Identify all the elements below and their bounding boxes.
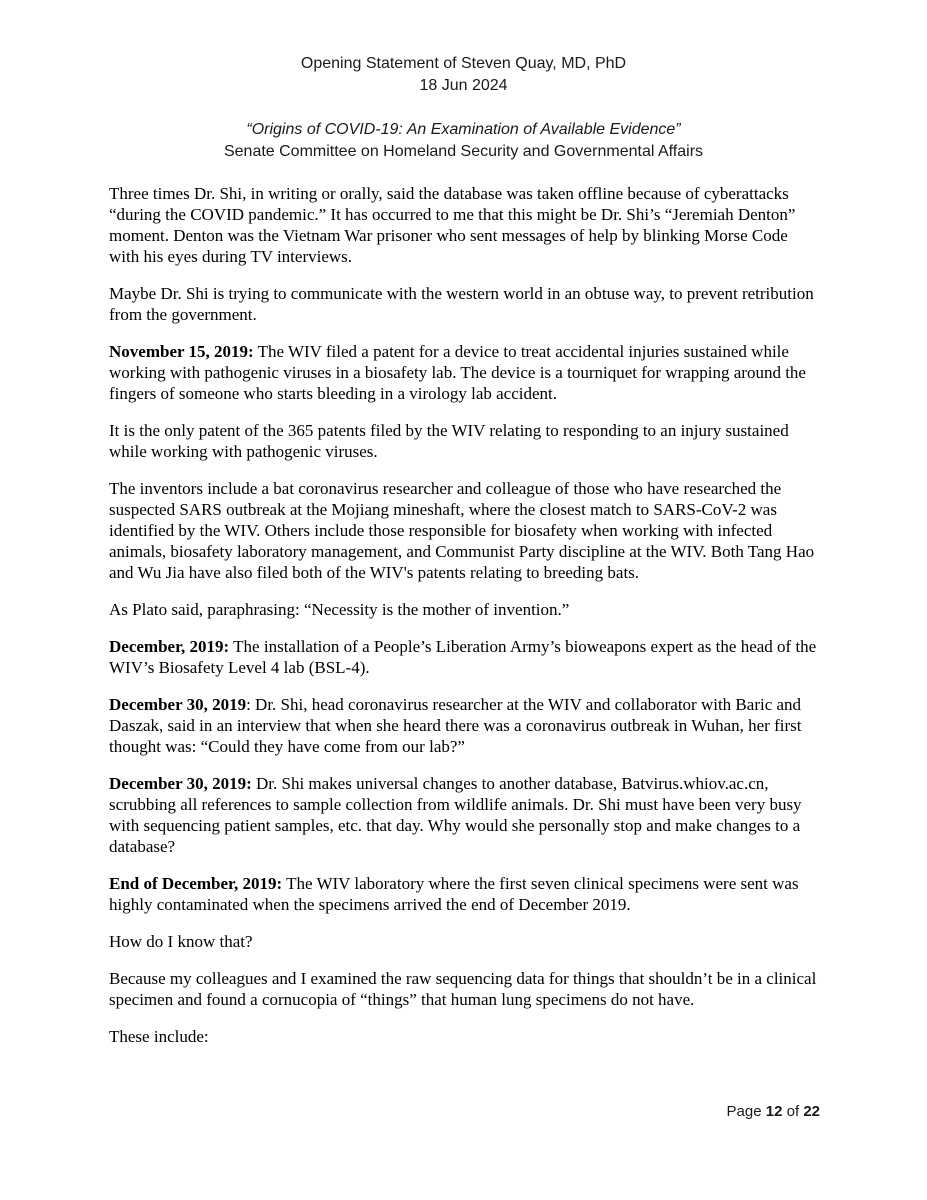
paragraph <box>109 599 818 620</box>
page-number: 12 <box>765 1103 783 1120</box>
paragraph <box>109 773 818 857</box>
paragraph <box>109 931 818 952</box>
text-run: The inventors include a bat coronavirus researcher and colleague of those who have researched the suspected SARS outbreak at the Mojiang mineshaft, where the closest match to SARS-CoV-2 was identified by the WIV. Others include those responsible for biosafety when working with infected animals, biosafety laboratory management, and Communist Party discipline at the WIV. Both Tang Hao and Wu Jia have also filed both of the WIV's patents relating to breeding bats. <box>109 479 815 582</box>
text-run: It is the only patent of the 365 patents filed by the WIV relating to responding to an injury sustained while working with pathogenic viruses. <box>109 421 789 461</box>
paragraph <box>109 1026 818 1047</box>
document-body <box>109 183 818 1047</box>
date-label: December 30, 2019: <box>109 774 252 793</box>
paragraph <box>109 968 818 1010</box>
paragraph <box>109 341 818 404</box>
text-run: The installation of a People’s Liberation Army’s bioweapons expert as the head of the WIV’s Biosafety Level 4 lab (BSL-4). <box>109 637 817 677</box>
paragraph <box>109 420 818 462</box>
text-run: Because my colleagues and I examined the raw sequencing data for things that shouldn’t be in a clinical specimen and found a cornucopia of “things” that human lung specimens do not have. <box>109 969 817 1009</box>
of-label: of <box>786 1103 800 1120</box>
text-run: The WIV filed a patent for a device to treat accidental injuries sustained while working with pathogenic viruses in a biosafety lab. The device is a tourniquet for wrapping around the fingers of someone who starts bleeding in a virology lab accident. <box>109 342 806 403</box>
date-label: December 30, 2019 <box>109 695 247 714</box>
paragraph <box>109 873 818 915</box>
paragraph <box>109 636 818 678</box>
date-label: December, 2019: <box>109 637 230 656</box>
text-run: These include: <box>109 1027 209 1046</box>
text-run: The WIV laboratory where the first seven clinical specimens were sent was highly contaminated when the specimens arrived the end of December 2019. <box>109 874 799 914</box>
paragraph <box>109 694 818 757</box>
total-pages: 22 <box>803 1103 820 1120</box>
document-header <box>109 53 818 97</box>
text-run: Three times Dr. Shi, in writing or orally, said the database was taken offline because of cyberattacks “during the COVID pandemic.” It has occurred to me that this might be Dr. Shi’s “Jeremiah Denton” moment. Denton was the Vietnam War prisoner who sent messages of help by blinking Morse Code with his eyes during TV interviews. <box>109 184 796 266</box>
hearing-header <box>109 119 818 163</box>
page-footer <box>727 1103 820 1121</box>
paragraph <box>109 478 818 583</box>
date-label: End of December, 2019: <box>109 874 283 893</box>
text-run: Maybe Dr. Shi is trying to communicate with the western world in an obtuse way, to prevent retribution from the government. <box>109 284 814 324</box>
document-title: Opening Statement of Steven Quay, MD, PhD <box>300 55 627 72</box>
text-run: How do I know that? <box>109 932 253 951</box>
text-run: : Dr. Shi, head coronavirus researcher at the WIV and collaborator with Baric and Daszak, said in an interview that when she heard there was a coronavirus outbreak in Wuhan, her first thought was: “Could they have come from our lab?” <box>109 695 802 756</box>
text-run: As Plato said, paraphrasing: “Necessity is the mother of invention.” <box>109 600 570 619</box>
hearing-title: “Origins of COVID-19: An Examination of Available Evidence” <box>246 121 681 138</box>
document-date: 18 Jun 2024 <box>419 77 508 94</box>
page-label: Page <box>726 1103 762 1120</box>
date-label: November 15, 2019: <box>109 342 254 361</box>
paragraph <box>109 183 818 267</box>
committee-name: Senate Committee on Homeland Security and Governmental Affairs <box>223 143 704 160</box>
paragraph <box>109 283 818 325</box>
text-run: Dr. Shi makes universal changes to another database, Batvirus.whiov.ac.cn, scrubbing all references to sample collection from wildlife animals. Dr. Shi must have been very busy with sequencing patient samples, etc. that day. Why would she personally stop and make changes to a database? <box>109 774 802 856</box>
